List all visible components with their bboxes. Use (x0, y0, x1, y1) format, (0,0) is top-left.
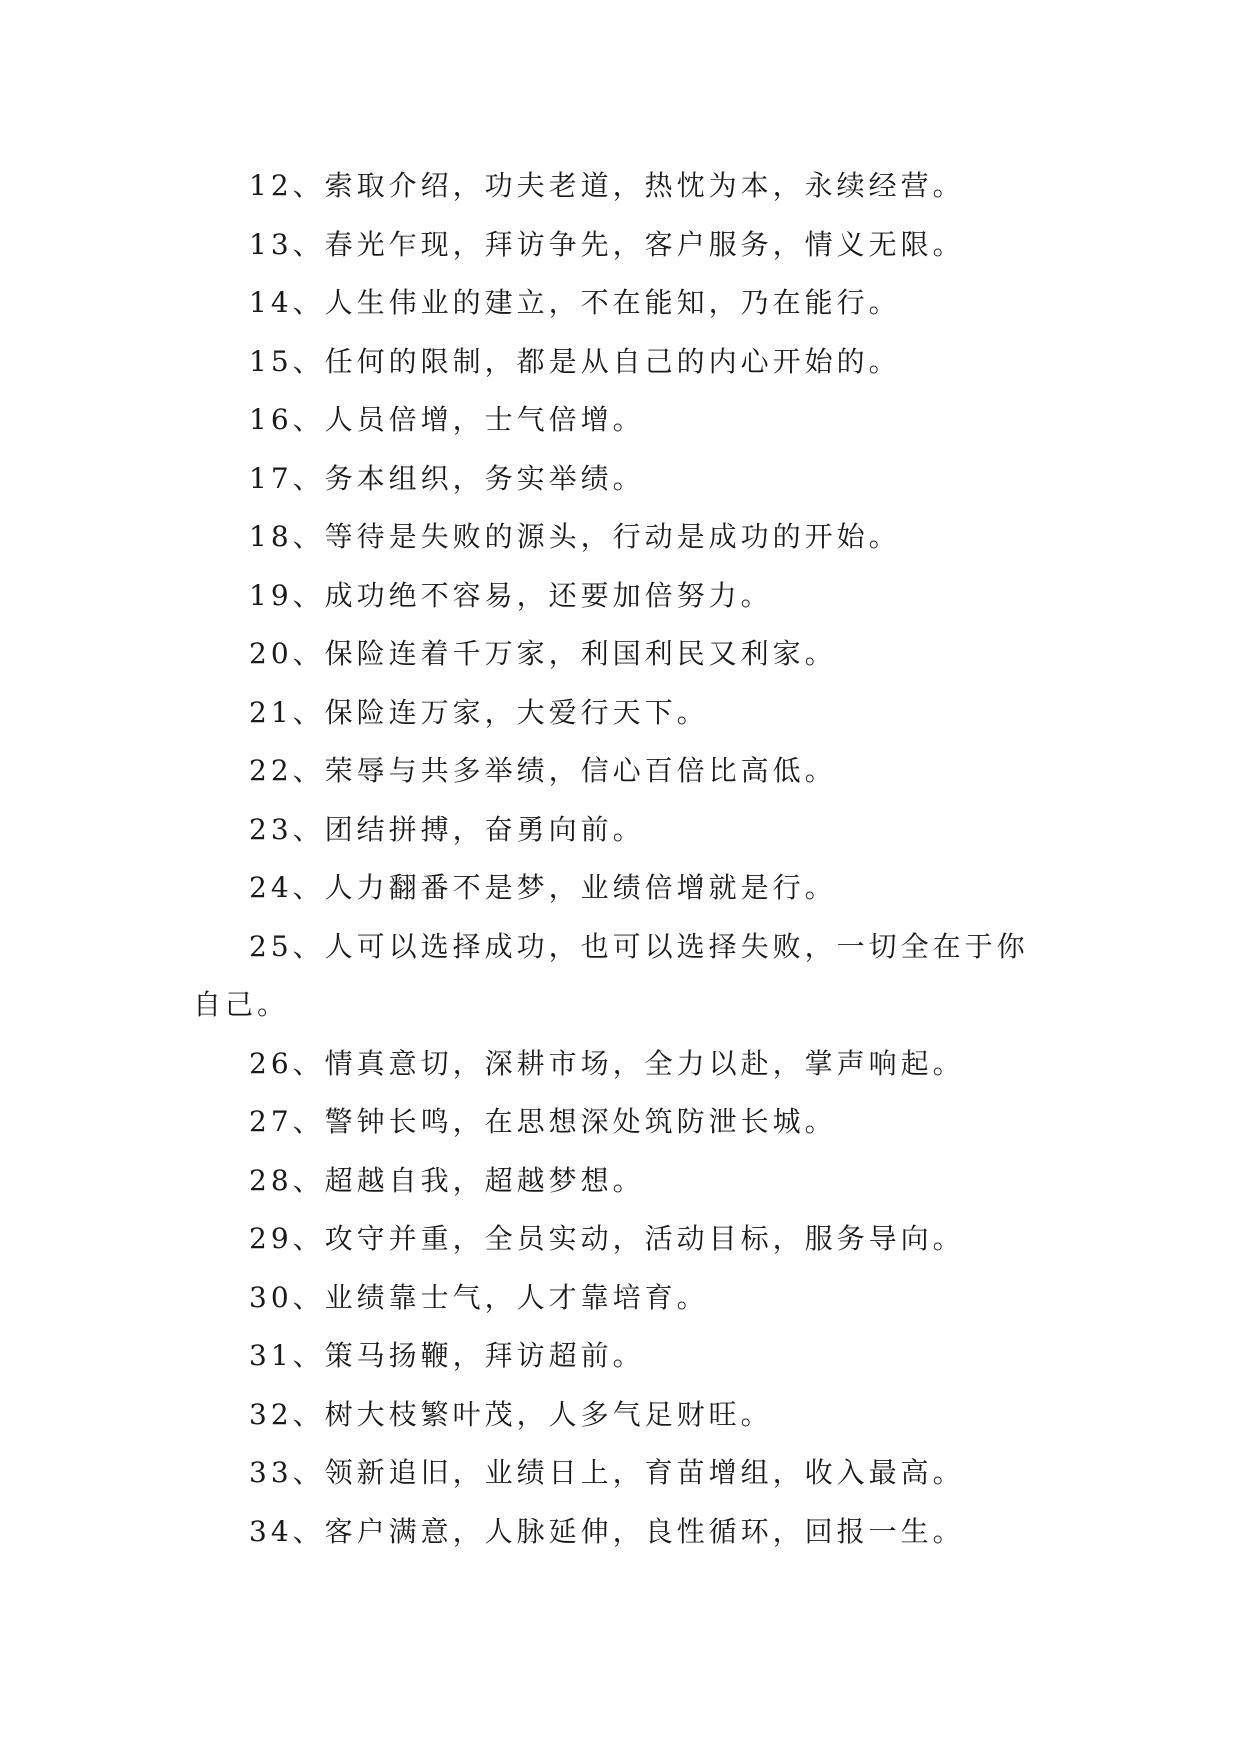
paragraph-29: 29、攻守并重，全员实动，活动目标，服务导向。 (249, 1222, 965, 1255)
paragraph-22: 22、荣辱与共多举绩，信心百倍比高低。 (249, 754, 837, 787)
paragraph-18: 18、等待是失败的源头，行动是成功的开始。 (249, 520, 901, 553)
paragraph-26: 26、情真意切，深耕市场，全力以赴，掌声响起。 (249, 1046, 965, 1080)
paragraph-34: 34、客户满意，人脉延伸，良性循环，回报一生。 (249, 1514, 965, 1548)
paragraph-28: 28、超越自我，超越梦想。 (249, 1163, 645, 1197)
paragraph-13: 13、春光乍现，拜访争先，客户服务，情义无限。 (249, 227, 965, 261)
document-body (193, 157, 1053, 1561)
paragraph-20: 20、保险连着千万家，利国利民又利家。 (249, 637, 837, 670)
paragraph-21: 21、保险连万家，大爱行天下。 (249, 695, 709, 729)
paragraph-15: 15、任何的限制，都是从自己的内心开始的。 (249, 344, 901, 378)
paragraph-33: 33、领新追旧，业绩日上，育苗增组，收入最高。 (249, 1456, 965, 1489)
paragraph-31: 31、策马扬鞭，拜访超前。 (249, 1339, 645, 1372)
paragraph-17: 17、务本组织，务实举绩。 (249, 461, 645, 495)
paragraph-32: 32、树大枝繁叶茂，人多气足财旺。 (249, 1397, 773, 1431)
paragraph-30: 30、业绩靠士气，人才靠培育。 (249, 1280, 709, 1314)
paragraph-23: 23、团结拼搏，奋勇向前。 (249, 812, 645, 846)
paragraph-24: 24、人力翻番不是梦，业绩倍增就是行。 (249, 871, 837, 904)
paragraph-19: 19、成功绝不容易，还要加倍努力。 (249, 578, 773, 612)
paragraph-12: 12、索取介绍，功夫老道，热忱为本，永续经营。 (249, 169, 965, 202)
paragraph-27: 27、警钟长鸣，在思想深处筑防泄长城。 (249, 1105, 837, 1138)
paragraph-16: 16、人员倍增，士气倍增。 (249, 403, 645, 436)
paragraph-14: 14、人生伟业的建立，不在能知，乃在能行。 (249, 286, 901, 319)
paragraph-25: 25、人可以选择成功，也可以选择失败，一切全在于你自己。 (193, 929, 1029, 1021)
